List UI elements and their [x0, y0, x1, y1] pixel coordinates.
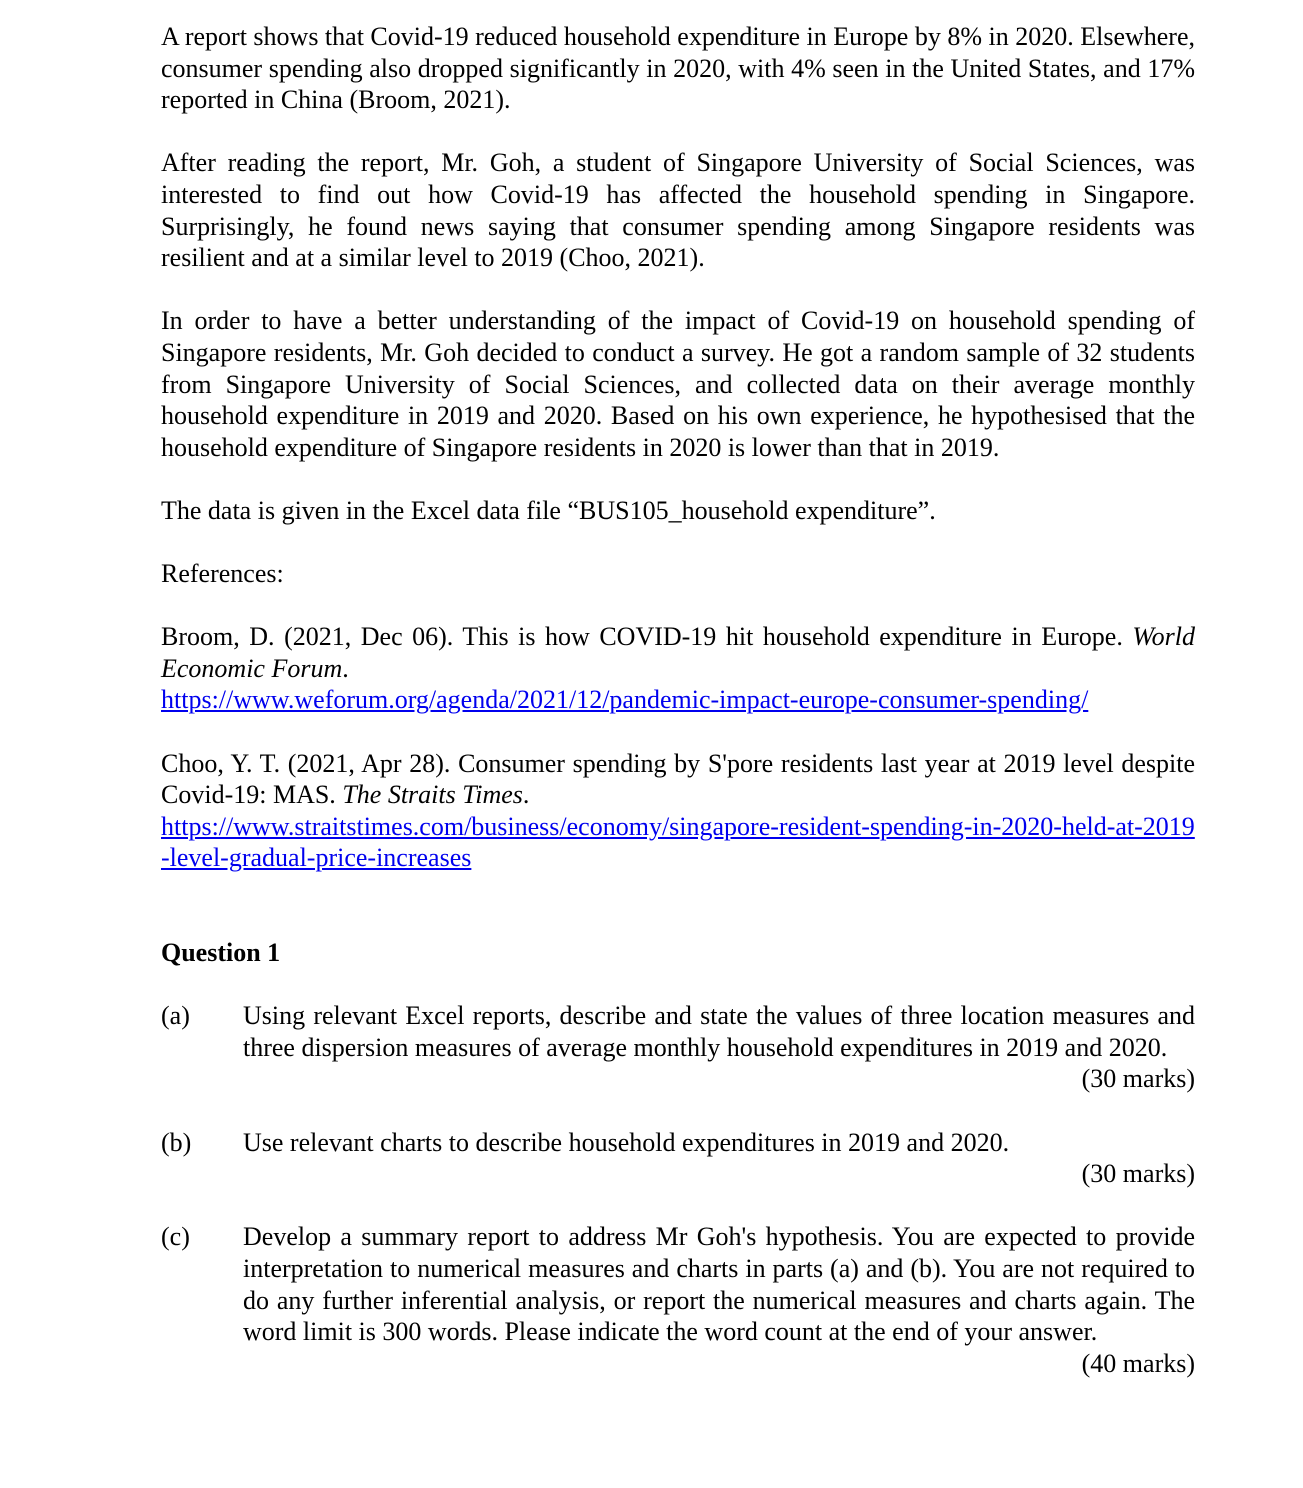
reference-choo: Choo, Y. T. (2021, Apr 28). Consumer spending by S'pore residents last year at 2019 level despite Covid-19: MAS. The Straits Times. https://www.straitstimes.com/business/economy/singapore-resident-spending-in-2020-held-at-2019-level-gradual-price-increases [161, 748, 1195, 873]
part-marks: (30 marks) [1081, 1064, 1195, 1094]
question-part-b [161, 1127, 1195, 1190]
question-title: Question 1 [161, 938, 281, 968]
survey-paragraph: In order to have a better understanding of the impact of Covid-19 on household spending of Singapore residents, Mr. Goh decided to conduct a survey. He got a random sample of 32 students from Singapore University of Social Sciences, and collected data on their average monthly household expenditure in 2019 and 2020. Based on his own experience, he hypothesised that the household expenditure of Singapore residents in 2020 is lower than that in 2019. [161, 306, 1195, 462]
reference-broom: Broom, D. (2021, Dec 06). This is how COVID-19 hit household expenditure in Europe. World Economic Forum. https://www.weforum.org/agenda/2021/12/pandemic-impact-europe-consumer-spending/ [161, 622, 1195, 715]
data-file-paragraph: The data is given in the Excel data file “BUS105_household expenditure”. [161, 495, 936, 525]
part-label: (b) [161, 1127, 192, 1157]
reference-source: World Economic Forum [161, 622, 1195, 683]
part-label: (a) [161, 1001, 190, 1031]
part-text: Using relevant Excel reports, describe and state the values of three location measures and three dispersion measures of average monthly household expenditures in 2019 and 2020. [243, 1001, 1195, 1062]
question-part-a [161, 1000, 1195, 1095]
document-page [161, 21, 1195, 1411]
reference-link[interactable]: https://www.weforum.org/agenda/2021/12/pandemic-impact-europe-consumer-spending/ [161, 685, 1089, 715]
part-label: (c) [161, 1222, 190, 1252]
part-marks: (40 marks) [1081, 1348, 1195, 1378]
references-heading: References: [161, 559, 284, 589]
part-text: Develop a summary report to address Mr Goh's hypothesis. You are expected to provide interpretation to numerical measures and charts in parts (a) and (b). You are not required to do any further inferential analysis, or report the numerical measures and charts again. The word limit is 300 words. Please indicate the word count at the end of your answer. [243, 1222, 1195, 1347]
intro-paragraph: A report shows that Covid-19 reduced household expenditure in Europe by 8% in 2020. Elsewhere, consumer spending also dropped significantly in 2020, with 4% seen in the United States, and 17% reported in China (Broom, 2021). [161, 22, 1195, 115]
reference-source: The Straits Times [342, 780, 523, 810]
reference-link[interactable]: https://www.straitstimes.com/business/economy/singapore-resident-spending-in-2020-held-at-2019-level-gradual-price-increases [161, 811, 1195, 873]
question-part-c [161, 1221, 1195, 1379]
part-text: Use relevant charts to describe household expenditures in 2019 and 2020. [243, 1127, 1010, 1157]
goh-paragraph: After reading the report, Mr. Goh, a student of Singapore University of Social Sciences, was interested to find out how Covid-19 has affected the household spending in Singapore. Surprisingly, he found news saying that consumer spending among Singapore residents was resilient and at a similar level to 2019 (Choo, 2021). [161, 148, 1195, 273]
part-marks: (30 marks) [1081, 1159, 1195, 1189]
